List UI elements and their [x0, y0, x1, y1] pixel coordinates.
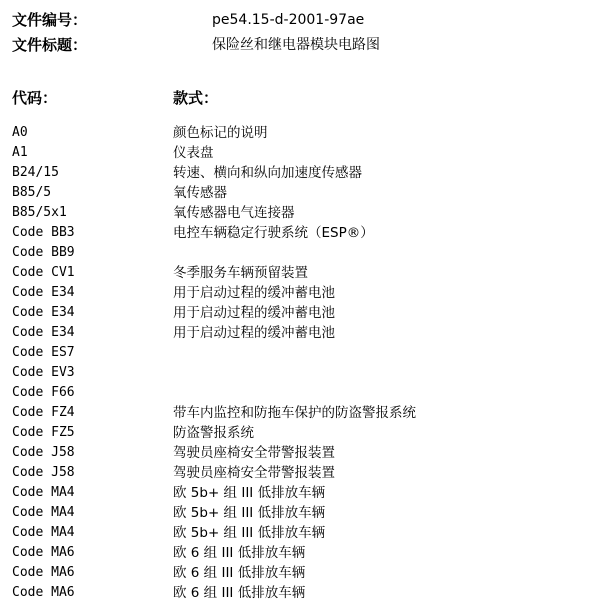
item-code: Code MA6 [12, 545, 75, 560]
list-item [12, 143, 592, 163]
item-code: Code FZ5 [12, 425, 75, 440]
item-description: 仪表盘 [173, 145, 214, 161]
item-code: Code E34 [12, 285, 75, 300]
item-code: Code ES7 [12, 345, 75, 360]
item-description: 驾驶员座椅安全带警报装置 [173, 465, 335, 481]
list-item [12, 523, 592, 543]
item-code: Code BB3 [12, 225, 75, 240]
code-column-header: 代码： [12, 89, 58, 107]
list-item [12, 303, 592, 323]
list-item [12, 483, 592, 503]
item-code: A0 [12, 125, 28, 140]
item-code: Code CV1 [12, 265, 75, 280]
model-column-header: 款式： [173, 89, 219, 107]
item-code: Code MA4 [12, 485, 75, 500]
item-description: 欧 5b+ 组 III 低排放车辆 [173, 485, 326, 501]
item-code: Code MA6 [12, 585, 75, 600]
item-code: B24/15 [12, 165, 59, 180]
list-item [12, 403, 592, 423]
item-code: A1 [12, 145, 28, 160]
list-item [12, 423, 592, 443]
file-title-row [12, 35, 380, 55]
list-item [12, 323, 592, 343]
item-code: Code J58 [12, 445, 75, 460]
item-code: Code BB9 [12, 245, 75, 260]
item-description: 欧 6 组 III 低排放车辆 [173, 545, 306, 561]
item-description: 氧传感器电气连接器 [173, 205, 295, 221]
item-description: 欧 5b+ 组 III 低排放车辆 [173, 525, 326, 541]
file-number-label: 文件编号： [12, 11, 88, 29]
list-item [12, 383, 592, 403]
list-item [12, 263, 592, 283]
code-list [12, 123, 592, 603]
list-item [12, 163, 592, 183]
item-description: 转速、横向和纵向加速度传感器 [173, 165, 362, 181]
list-item [12, 543, 592, 563]
item-code: Code J58 [12, 465, 75, 480]
list-item [12, 283, 592, 303]
item-description: 颜色标记的说明 [173, 125, 268, 141]
list-item [12, 363, 592, 383]
item-code: Code F66 [12, 385, 75, 400]
item-description: 氧传感器 [173, 185, 227, 201]
list-item [12, 503, 592, 523]
file-number-value: pe54.15-d-2001-97ae [212, 12, 365, 28]
item-code: Code FZ4 [12, 405, 75, 420]
file-title-label: 文件标题： [12, 36, 88, 54]
list-item [12, 563, 592, 583]
file-title-value: 保险丝和继电器模块电路图 [212, 37, 380, 53]
item-description: 用于启动过程的缓冲蓄电池 [173, 285, 335, 301]
list-item [12, 463, 592, 483]
item-description: 欧 5b+ 组 III 低排放车辆 [173, 505, 326, 521]
item-code: Code EV3 [12, 365, 75, 380]
item-description: 欧 6 组 III 低排放车辆 [173, 585, 306, 601]
item-code: Code MA4 [12, 525, 75, 540]
list-item [12, 223, 592, 243]
list-item [12, 443, 592, 463]
item-code: B85/5 [12, 185, 52, 200]
item-description: 电控车辆稳定行驶系统（ESP®） [173, 225, 374, 241]
item-code: Code MA6 [12, 565, 75, 580]
item-description: 用于启动过程的缓冲蓄电池 [173, 305, 335, 321]
item-code: Code MA4 [12, 505, 75, 520]
item-description: 冬季服务车辆预留装置 [173, 265, 308, 281]
list-item [12, 183, 592, 203]
list-item [12, 123, 592, 143]
list-item [12, 243, 592, 263]
item-code: Code E34 [12, 305, 75, 320]
item-description: 带车内监控和防拖车保护的防盗警报系统 [173, 405, 416, 421]
item-code: B85/5x1 [12, 205, 67, 220]
item-description: 用于启动过程的缓冲蓄电池 [173, 325, 335, 341]
list-item [12, 343, 592, 363]
item-description: 防盗警报系统 [173, 425, 254, 441]
item-code: Code E34 [12, 325, 75, 340]
list-item [12, 583, 592, 603]
item-description: 欧 6 组 III 低排放车辆 [173, 565, 306, 581]
list-item [12, 203, 592, 223]
item-description: 驾驶员座椅安全带警报装置 [173, 445, 335, 461]
file-number-row [12, 10, 365, 30]
